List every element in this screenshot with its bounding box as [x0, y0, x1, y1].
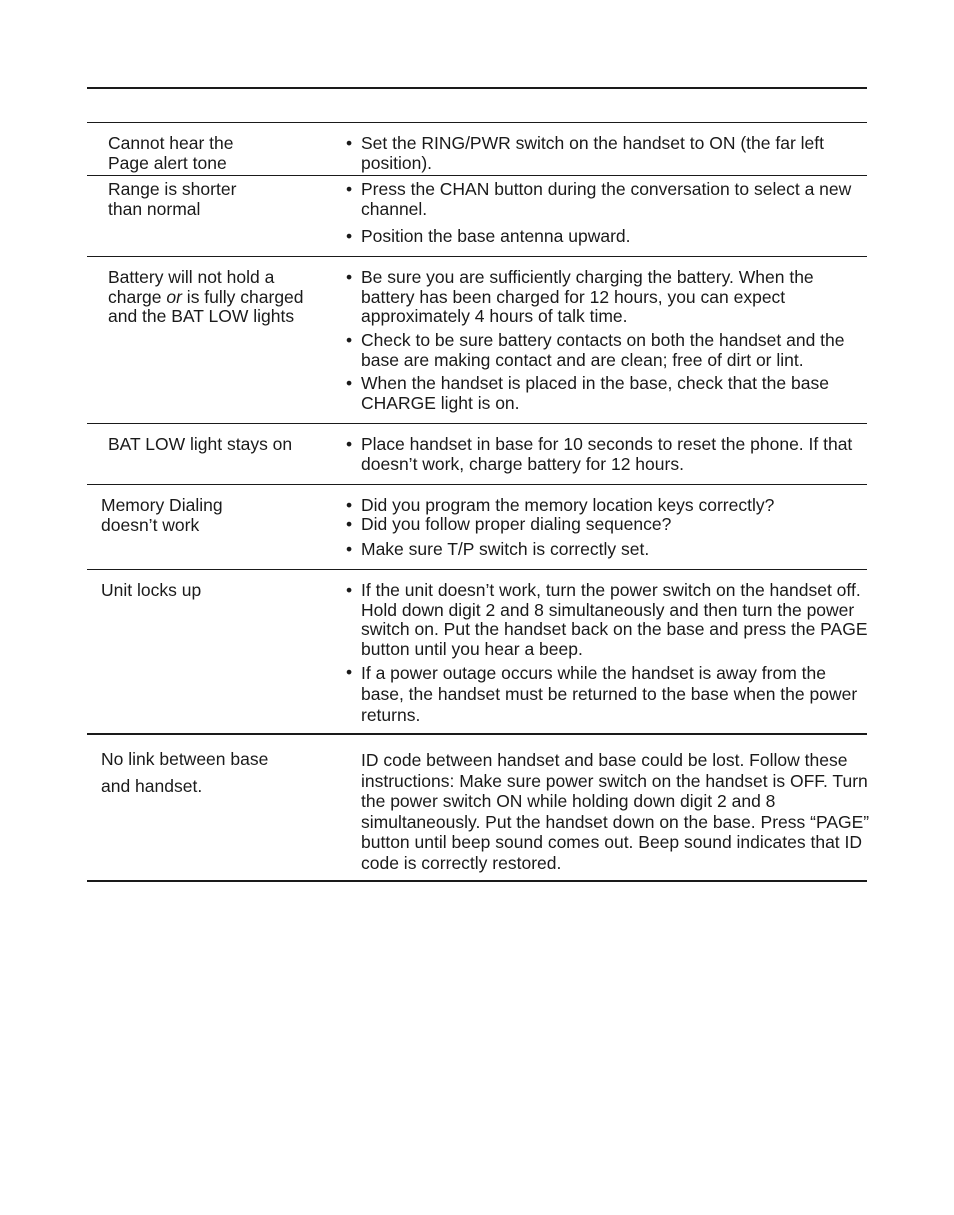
bullet: •: [346, 514, 353, 534]
solution-text: Did you follow proper dialing sequence?: [361, 514, 672, 534]
bullet: •: [346, 267, 353, 287]
problem-cell: and handset.: [101, 776, 203, 796]
solution-text: Make sure T/P switch is correctly set.: [361, 539, 650, 559]
bullet: •: [346, 226, 353, 246]
problem-cell: BAT LOW light stays on: [108, 434, 293, 454]
solution-text: Check to be sure battery contacts on both the handset and the base are making contact and are clean; free of dirt or lint.: [361, 330, 845, 370]
bullet: •: [346, 434, 353, 454]
row-divider: [87, 122, 867, 123]
problem-emphasis: or: [166, 286, 182, 307]
row-divider: [87, 569, 867, 570]
row-divider: [87, 256, 867, 257]
bullet: •: [346, 133, 353, 153]
bullet: •: [346, 495, 353, 515]
problem-text: is fully charged and the BAT LOW lights: [108, 286, 304, 326]
solution-text: Place handset in base for 10 seconds to reset the phone. If that doesn’t work, charge battery for 12 hours.: [361, 434, 853, 474]
bullet: •: [346, 373, 353, 393]
solution-text: Position the base antenna upward.: [361, 226, 631, 246]
solution-text: Set the RING/PWR switch on the handset to ON (the far left position).: [361, 133, 824, 173]
bottom-rule: [87, 880, 867, 882]
solution-text: ID code between handset and base could be lost. Follow these instructions: Make sure power switch on the handset is OFF. Turn the power switch ON while holding down digit 2 and 8 simultaneously. Put the handset down on the base. Press “PAGE” button until beep sound comes out. Beep sound indicates that ID code is correctly restored.: [361, 750, 870, 873]
solution-text: If a power outage occurs while the handset is away from the base, the handset must be returned to the base when the power returns.: [361, 663, 858, 725]
solution-text: Be sure you are sufficiently charging the battery. When the battery has been charged for 12 hours, you can expect approximately 4 hours of talk time.: [361, 267, 814, 326]
bullet: •: [346, 179, 353, 199]
problem-cell: [108, 268, 304, 327]
bullet: •: [346, 539, 353, 559]
solution-text: Did you program the memory location keys correctly?: [361, 495, 775, 515]
solution-text: If the unit doesn’t work, turn the power switch on the handset off. Hold down digit 2 and 8 simultaneously and then turn the power switch on. Put the handset back on the base and press the PAGE button until you hear a beep.: [361, 580, 868, 659]
problem-cell: No link between base: [101, 749, 269, 769]
problem-cell: Unit locks up: [101, 580, 202, 600]
bullet: •: [346, 580, 353, 600]
row-divider: [87, 423, 867, 424]
solution-text: Press the CHAN button during the conversation to select a new channel.: [361, 179, 852, 219]
bullet: •: [346, 330, 353, 350]
problem-cell: Cannot hear the Page alert tone: [108, 133, 234, 173]
row-divider: [87, 733, 867, 735]
solution-text: When the handset is placed in the base, check that the base CHARGE light is on.: [361, 373, 829, 413]
row-divider: [87, 175, 867, 176]
row-divider: [87, 484, 867, 485]
problem-text: Battery will not hold a charge: [108, 267, 275, 307]
problem-cell: Memory Dialing doesn’t work: [101, 495, 223, 535]
problem-cell: Range is shorter than normal: [108, 179, 237, 219]
top-rule: [87, 87, 867, 89]
bullet: •: [346, 662, 353, 682]
